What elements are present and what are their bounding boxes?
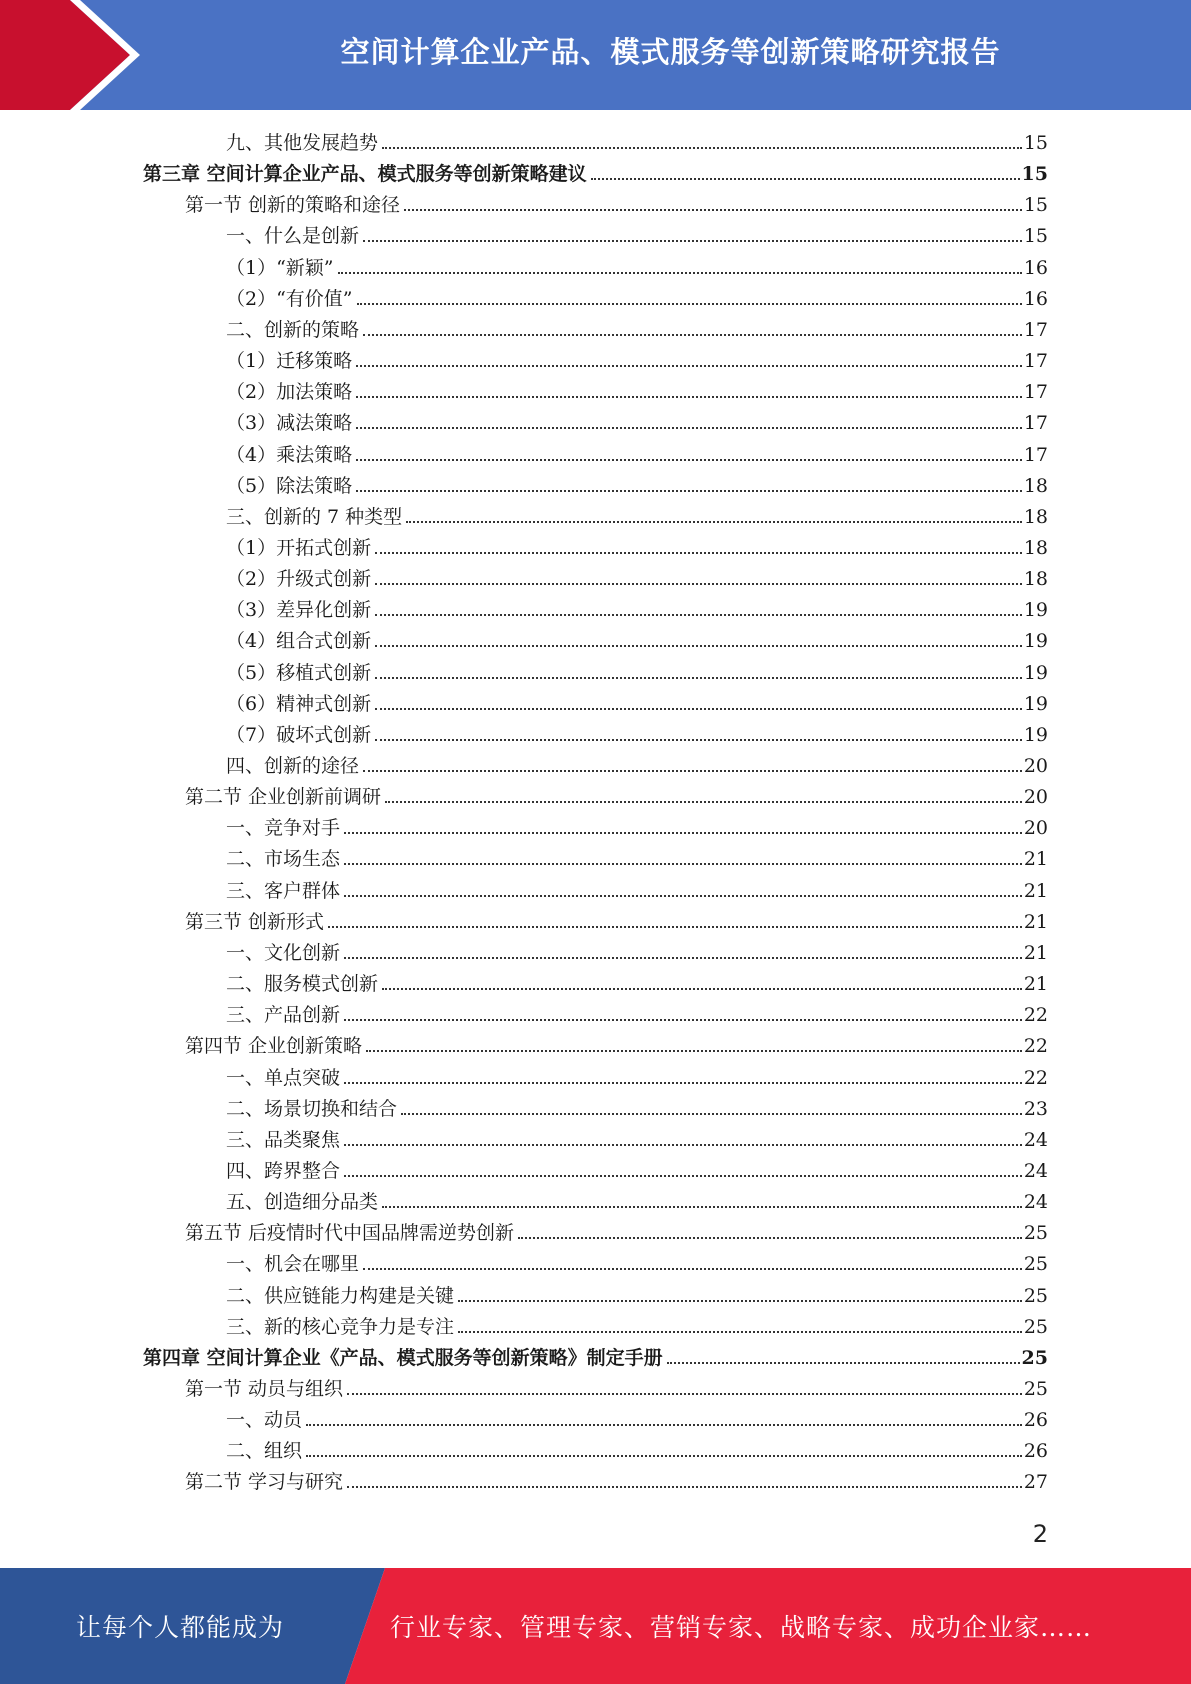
toc-entry-page: 21 — [1023, 848, 1048, 870]
toc-entry-title: 四、创新的途径 — [226, 755, 360, 777]
toc-leader-dots — [667, 1362, 1020, 1364]
toc-entry[interactable] — [226, 408, 1048, 438]
toc-entry-title: 二、市场生态 — [226, 848, 341, 870]
toc-entry[interactable] — [226, 1156, 1048, 1186]
toc-entry-page: 19 — [1023, 724, 1048, 746]
toc-entry-title: 第一节 动员与组织 — [185, 1378, 344, 1400]
toc-entry-title: 五、创造细分品类 — [226, 1191, 379, 1213]
toc-leader-dots — [591, 178, 1020, 180]
toc-entry-page: 17 — [1023, 319, 1048, 341]
toc-entry-page: 17 — [1023, 444, 1048, 466]
toc-leader-dots — [375, 708, 1022, 710]
toc-entry-title: 第五节 后疫情时代中国品牌需逆势创新 — [185, 1222, 515, 1244]
toc-entry-title: （4）组合式创新 — [226, 630, 372, 652]
toc-leader-dots — [356, 490, 1022, 492]
toc-leader-dots — [356, 427, 1022, 429]
toc-entry-page: 17 — [1023, 350, 1048, 372]
toc-entry-title: 第三节 创新形式 — [185, 911, 325, 933]
toc-entry[interactable] — [226, 626, 1048, 656]
toc-leader-dots — [306, 1424, 1022, 1426]
toc-entry-title: （3）减法策略 — [226, 412, 353, 434]
toc-entry-title: 一、什么是创新 — [226, 225, 360, 247]
toc-entry-page: 16 — [1023, 257, 1048, 279]
toc-entry-title: 第一节 创新的策略和途径 — [185, 194, 401, 216]
toc-entry-title: 一、竞争对手 — [226, 817, 341, 839]
toc-entry-title: 二、创新的策略 — [226, 319, 360, 341]
toc-entry-title: （7）破坏式创新 — [226, 724, 372, 746]
toc-entry-title: （1）开拓式创新 — [226, 537, 372, 559]
toc-entry[interactable] — [226, 720, 1048, 750]
toc-entry-page: 19 — [1023, 630, 1048, 652]
toc-entry-title: 一、单点突破 — [226, 1067, 341, 1089]
toc-entry-page: 24 — [1023, 1191, 1048, 1213]
toc-entry[interactable] — [226, 253, 1048, 283]
toc-leader-dots — [375, 614, 1022, 616]
toc-leader-dots — [347, 1486, 1022, 1488]
toc-entry-page: 25 — [1023, 1378, 1048, 1400]
toc-leader-dots — [401, 1113, 1022, 1115]
toc-leader-dots — [357, 303, 1022, 305]
toc-entry[interactable] — [226, 377, 1048, 407]
toc-leader-dots — [363, 1268, 1022, 1270]
toc-entry[interactable] — [226, 221, 1048, 251]
toc-entry-page: 19 — [1023, 599, 1048, 621]
toc-entry[interactable] — [226, 1249, 1048, 1279]
toc-entry-title: 二、场景切换和结合 — [226, 1098, 398, 1120]
toc-entry-page: 16 — [1023, 288, 1048, 310]
toc-entry-title: 三、创新的 7 种类型 — [226, 506, 403, 528]
toc-entry-title: 二、组织 — [226, 1440, 303, 1462]
toc-entry[interactable] — [226, 128, 1048, 158]
toc-leader-dots — [363, 770, 1022, 772]
toc-leader-dots — [375, 583, 1022, 585]
toc-leader-dots — [406, 521, 1022, 523]
toc-entry-page: 20 — [1023, 755, 1048, 777]
toc-leader-dots — [458, 1300, 1022, 1302]
toc-entry-title: （5）除法策略 — [226, 475, 353, 497]
toc-entry-page: 22 — [1023, 1035, 1048, 1057]
toc-entry-title: （4）乘法策略 — [226, 444, 353, 466]
toc-entry-page: 19 — [1023, 662, 1048, 684]
toc-entry-title: （1）迁移策略 — [226, 350, 353, 372]
toc-leader-dots — [363, 334, 1022, 336]
toc-entry[interactable] — [226, 1436, 1048, 1466]
toc-entry[interactable] — [226, 1000, 1048, 1030]
toc-entry[interactable] — [185, 1031, 1048, 1061]
toc-leader-dots — [375, 645, 1022, 647]
toc-entry-title: 二、服务模式创新 — [226, 973, 379, 995]
toc-leader-dots — [382, 1206, 1022, 1208]
toc-leader-dots — [344, 895, 1022, 897]
toc-entry-title: 第二节 企业创新前调研 — [185, 786, 382, 808]
toc-entry[interactable] — [185, 1374, 1048, 1404]
toc-entry-page: 21 — [1023, 911, 1048, 933]
toc-entry-page: 26 — [1023, 1409, 1048, 1431]
toc-entry-title: 一、机会在哪里 — [226, 1253, 360, 1275]
toc-entry-page: 22 — [1023, 1067, 1048, 1089]
toc-leader-dots — [404, 209, 1022, 211]
toc-entry-page: 18 — [1023, 537, 1048, 559]
toc-entry-title: 三、产品创新 — [226, 1004, 341, 1026]
toc-leader-dots — [347, 1393, 1022, 1395]
toc-entry[interactable] — [226, 1281, 1048, 1311]
toc-entry[interactable] — [143, 159, 1048, 189]
toc-leader-dots — [375, 739, 1022, 741]
toc-entry-page: 20 — [1023, 817, 1048, 839]
toc-entry-title: （6）精神式创新 — [226, 693, 372, 715]
toc-entry-title: （3）差异化创新 — [226, 599, 372, 621]
toc-leader-dots — [328, 926, 1022, 928]
toc-leader-dots — [458, 1331, 1022, 1333]
toc-entry-title: 九、其他发展趋势 — [226, 132, 379, 154]
toc-entry-title: 三、品类聚焦 — [226, 1129, 341, 1151]
toc-entry[interactable] — [226, 564, 1048, 594]
header-arrow-decoration — [0, 0, 160, 110]
toc-entry[interactable] — [143, 1343, 1048, 1373]
toc-entry[interactable] — [226, 471, 1048, 501]
toc-leader-dots — [356, 396, 1022, 398]
toc-entry-title: 第三章 空间计算企业产品、模式服务等创新策略建议 — [143, 163, 587, 185]
toc-entry-title: （5）移植式创新 — [226, 662, 372, 684]
toc-leader-dots — [306, 1455, 1022, 1457]
toc-entry-page: 19 — [1023, 693, 1048, 715]
toc-entry[interactable] — [226, 502, 1048, 532]
toc-leader-dots — [356, 365, 1022, 367]
toc-entry[interactable] — [226, 1312, 1048, 1342]
toc-entry[interactable] — [226, 533, 1048, 563]
toc-entry[interactable] — [226, 1125, 1048, 1155]
footer-slogan-left: 让每个人都能成为 — [75, 1613, 284, 1642]
toc-entry-page: 27 — [1023, 1471, 1048, 1493]
toc-leader-dots — [375, 552, 1022, 554]
toc-entry-page: 20 — [1023, 786, 1048, 808]
toc-entry-page: 25 — [1023, 1316, 1048, 1338]
document-title: 空间计算企业产品、模式服务等创新策略研究报告 — [340, 34, 1001, 69]
toc-entry-page: 26 — [1023, 1440, 1048, 1462]
toc-entry-title: 第二节 学习与研究 — [185, 1471, 344, 1493]
toc-entry-title: 一、动员 — [226, 1409, 303, 1431]
toc-entry[interactable] — [226, 658, 1048, 688]
toc-entry-title: 四、跨界整合 — [226, 1160, 341, 1182]
toc-leader-dots — [382, 988, 1022, 990]
toc-entry[interactable] — [226, 1187, 1048, 1217]
toc-entry[interactable] — [185, 907, 1048, 937]
toc-entry-page: 24 — [1023, 1129, 1048, 1151]
toc-entry[interactable] — [185, 782, 1048, 812]
toc-entry-page: 18 — [1023, 475, 1048, 497]
toc-leader-dots — [382, 147, 1022, 149]
toc-leader-dots — [344, 1175, 1022, 1177]
toc-entry-title: 第四节 企业创新策略 — [185, 1035, 363, 1057]
toc-entry-title: （1）“新颖” — [226, 257, 334, 279]
toc-entry-page: 17 — [1023, 381, 1048, 403]
toc-leader-dots — [363, 240, 1022, 242]
toc-entry[interactable] — [185, 1218, 1048, 1248]
toc-entry[interactable] — [226, 346, 1048, 376]
toc-leader-dots — [518, 1237, 1022, 1239]
toc-leader-dots — [375, 677, 1022, 679]
toc-entry[interactable] — [226, 813, 1048, 843]
toc-entry-page: 21 — [1023, 942, 1048, 964]
page-header — [0, 0, 1191, 110]
toc-entry[interactable] — [226, 1063, 1048, 1093]
toc-entry-page: 15 — [1023, 194, 1048, 216]
toc-entry[interactable] — [226, 844, 1048, 874]
toc-entry-page: 15 — [1023, 225, 1048, 247]
page-number: 2 — [1032, 1520, 1048, 1548]
toc-entry-title: 三、客户群体 — [226, 880, 341, 902]
toc-entry[interactable] — [226, 284, 1048, 314]
toc-entry[interactable] — [185, 190, 1048, 220]
toc-leader-dots — [344, 863, 1022, 865]
toc-entry-page: 15 — [1023, 132, 1048, 154]
toc-entry-title: （2）加法策略 — [226, 381, 353, 403]
page-footer — [0, 1568, 1191, 1684]
toc-entry[interactable] — [226, 440, 1048, 470]
toc-entry-page: 23 — [1023, 1098, 1048, 1120]
toc-entry-title: 二、供应链能力构建是关键 — [226, 1285, 455, 1307]
toc-entry[interactable] — [226, 689, 1048, 719]
toc-leader-dots — [338, 272, 1022, 274]
toc-leader-dots — [344, 832, 1022, 834]
toc-entry-title: 一、文化创新 — [226, 942, 341, 964]
toc-leader-dots — [385, 801, 1022, 803]
toc-entry-title: （2）“有价值” — [226, 288, 353, 310]
toc-entry-title: 三、新的核心竞争力是专注 — [226, 1316, 455, 1338]
toc-entry-page: 25 — [1021, 1347, 1048, 1369]
toc-entry-page: 25 — [1023, 1222, 1048, 1244]
footer-slogan-right: 行业专家、管理专家、营销专家、战略专家、成功企业家…… — [390, 1613, 1093, 1642]
toc-leader-dots — [356, 459, 1022, 461]
toc-entry-page: 21 — [1023, 880, 1048, 902]
toc-entry-title: 第四章 空间计算企业《产品、模式服务等创新策略》制定手册 — [143, 1347, 663, 1369]
toc-entry-page: 18 — [1023, 568, 1048, 590]
toc-entry[interactable] — [226, 1094, 1048, 1124]
toc-entry-page: 21 — [1023, 973, 1048, 995]
toc-entry[interactable] — [226, 751, 1048, 781]
toc-entry[interactable] — [226, 938, 1048, 968]
toc-entry[interactable] — [185, 1467, 1048, 1497]
toc-leader-dots — [344, 1019, 1022, 1021]
toc-leader-dots — [366, 1050, 1022, 1052]
toc-leader-dots — [344, 1082, 1022, 1084]
toc-entry-page: 18 — [1023, 506, 1048, 528]
toc-entry[interactable] — [226, 315, 1048, 345]
toc-entry[interactable] — [226, 969, 1048, 999]
toc-entry-page: 15 — [1021, 163, 1048, 185]
toc-leader-dots — [344, 1144, 1022, 1146]
toc-entry-page: 22 — [1023, 1004, 1048, 1026]
toc-leader-dots — [344, 957, 1022, 959]
toc-entry[interactable] — [226, 595, 1048, 625]
toc-entry-page: 17 — [1023, 412, 1048, 434]
toc-entry[interactable] — [226, 876, 1048, 906]
toc-entry[interactable] — [226, 1405, 1048, 1435]
toc-entry-title: （2）升级式创新 — [226, 568, 372, 590]
toc-entry-page: 25 — [1023, 1253, 1048, 1275]
toc-entry-page: 24 — [1023, 1160, 1048, 1182]
toc-entry-page: 25 — [1023, 1285, 1048, 1307]
